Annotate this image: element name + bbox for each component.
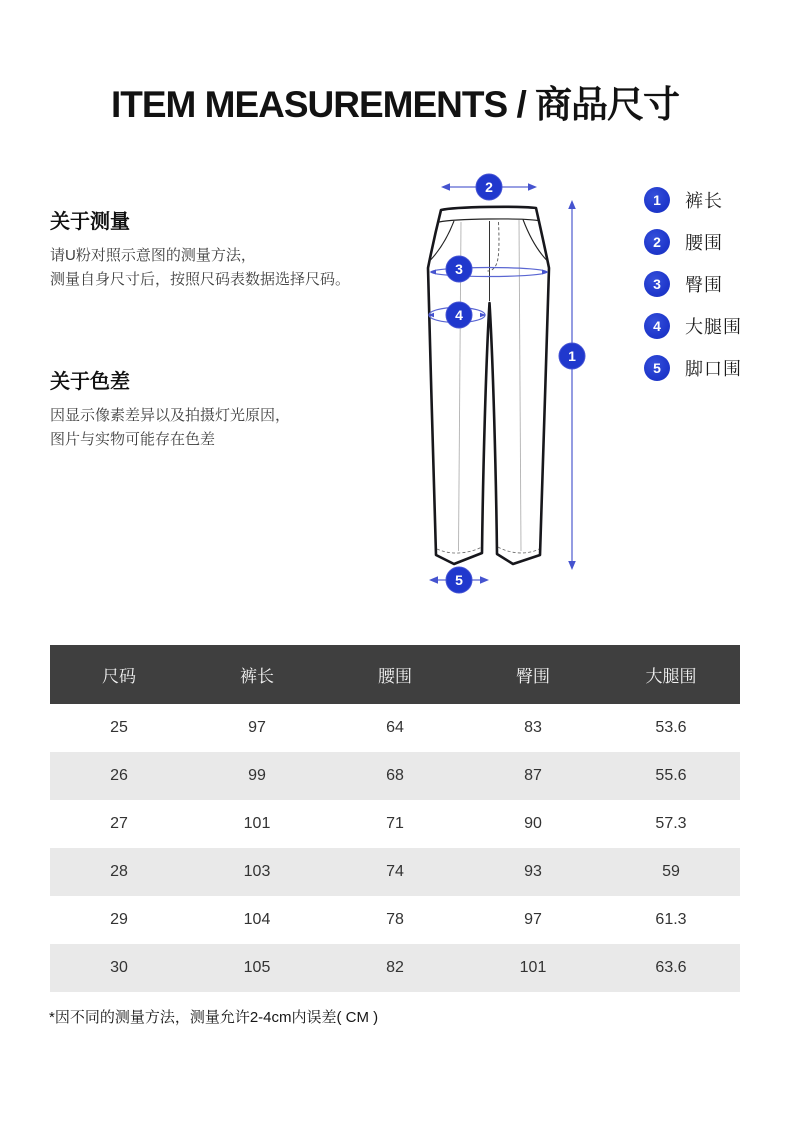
- number-5-badge-icon: 5: [644, 355, 670, 381]
- cell-length: 99: [248, 767, 266, 784]
- legend-label: 腰围: [685, 233, 723, 253]
- size-table: [50, 645, 740, 992]
- section-text-line: 因显示像素差异以及拍摄灯光原因，: [50, 407, 291, 424]
- cell-size: 25: [110, 719, 128, 736]
- table-row: [50, 896, 740, 944]
- column-header-hip: 臀围: [516, 667, 550, 686]
- number-1-badge-icon: 1: [644, 187, 670, 213]
- cell-size: 29: [110, 911, 128, 928]
- column-header-waist: 腰围: [378, 667, 412, 686]
- cell-waist: 68: [386, 767, 404, 784]
- number-4-badge-icon: 4: [644, 313, 670, 339]
- legend-item: [644, 313, 742, 339]
- table-row: [50, 800, 740, 848]
- table-row: [50, 944, 740, 992]
- badge-1-length: 1: [568, 348, 576, 364]
- table-row: [50, 752, 740, 800]
- cell-waist: 78: [386, 911, 404, 928]
- legend-label: 裤长: [685, 191, 723, 211]
- cell-length: 101: [243, 815, 271, 832]
- section-text-line: 测量自身尺寸后，按照尺码表数据选择尺码。: [50, 271, 351, 288]
- pants-measurement-diagram: [403, 158, 608, 608]
- legend-label: 臀围: [685, 275, 723, 295]
- cell-thigh: 53.6: [655, 719, 687, 736]
- cell-hip: 101: [519, 959, 547, 976]
- cell-thigh: 63.6: [655, 959, 687, 976]
- cell-size: 27: [110, 815, 128, 832]
- section-heading: 关于色差: [50, 371, 130, 393]
- cell-waist: 64: [386, 719, 404, 736]
- cell-thigh: 57.3: [655, 815, 687, 832]
- cell-hip: 93: [524, 863, 542, 880]
- cell-length: 104: [243, 911, 271, 928]
- badge-2-waist: 2: [485, 179, 493, 195]
- cell-thigh: 61.3: [655, 911, 687, 928]
- table-row: [50, 704, 740, 752]
- section-text-line: 请U粉对照示意图的测量方法，: [50, 247, 256, 264]
- cell-thigh: 55.6: [655, 767, 687, 784]
- pants-outline-drawing: [428, 207, 549, 564]
- cell-length: 103: [243, 863, 271, 880]
- badge-3-hip: 3: [455, 261, 463, 277]
- number-3-badge-icon: 3: [644, 271, 670, 297]
- cell-size: 30: [110, 959, 128, 976]
- legend-item: [644, 187, 742, 213]
- badge-5-leg-opening: 5: [455, 572, 463, 588]
- cell-length: 97: [248, 719, 266, 736]
- cell-waist: 82: [386, 959, 404, 976]
- cell-hip: 90: [524, 815, 542, 832]
- legend-item: [644, 229, 742, 255]
- cell-length: 105: [243, 959, 271, 976]
- cell-size: 28: [110, 863, 128, 880]
- section-text-line: 图片与实物可能存在色差: [50, 431, 216, 448]
- size-table-header-row: [50, 645, 740, 704]
- section-about-measurement: [50, 205, 380, 292]
- column-header-length: 裤长: [240, 667, 274, 686]
- tolerance-footnote: *因不同的测量方法，测量允许2-4cm内误差( CM ): [49, 1009, 379, 1026]
- cell-waist: 74: [386, 863, 404, 880]
- number-2-badge-icon: 2: [644, 229, 670, 255]
- page-title: ITEM MEASUREMENTS / 商品尺寸: [110, 84, 680, 125]
- cell-hip: 97: [524, 911, 542, 928]
- table-row: [50, 848, 740, 896]
- section-heading: 关于测量: [50, 211, 130, 233]
- cell-hip: 83: [524, 719, 542, 736]
- column-header-size: 尺码: [102, 667, 136, 686]
- cell-size: 26: [110, 767, 128, 784]
- measurement-legend: [644, 187, 742, 397]
- badge-4-thigh: 4: [455, 307, 463, 323]
- legend-label: 脚口围: [685, 359, 742, 379]
- cell-thigh: 59: [662, 863, 680, 880]
- cell-hip: 87: [524, 767, 542, 784]
- cell-waist: 71: [386, 815, 404, 832]
- legend-label: 大腿围: [685, 317, 742, 337]
- section-about-color-difference: [50, 365, 380, 452]
- column-header-thigh: 大腿围: [645, 667, 697, 686]
- legend-item: [644, 271, 742, 297]
- legend-item: [644, 355, 742, 381]
